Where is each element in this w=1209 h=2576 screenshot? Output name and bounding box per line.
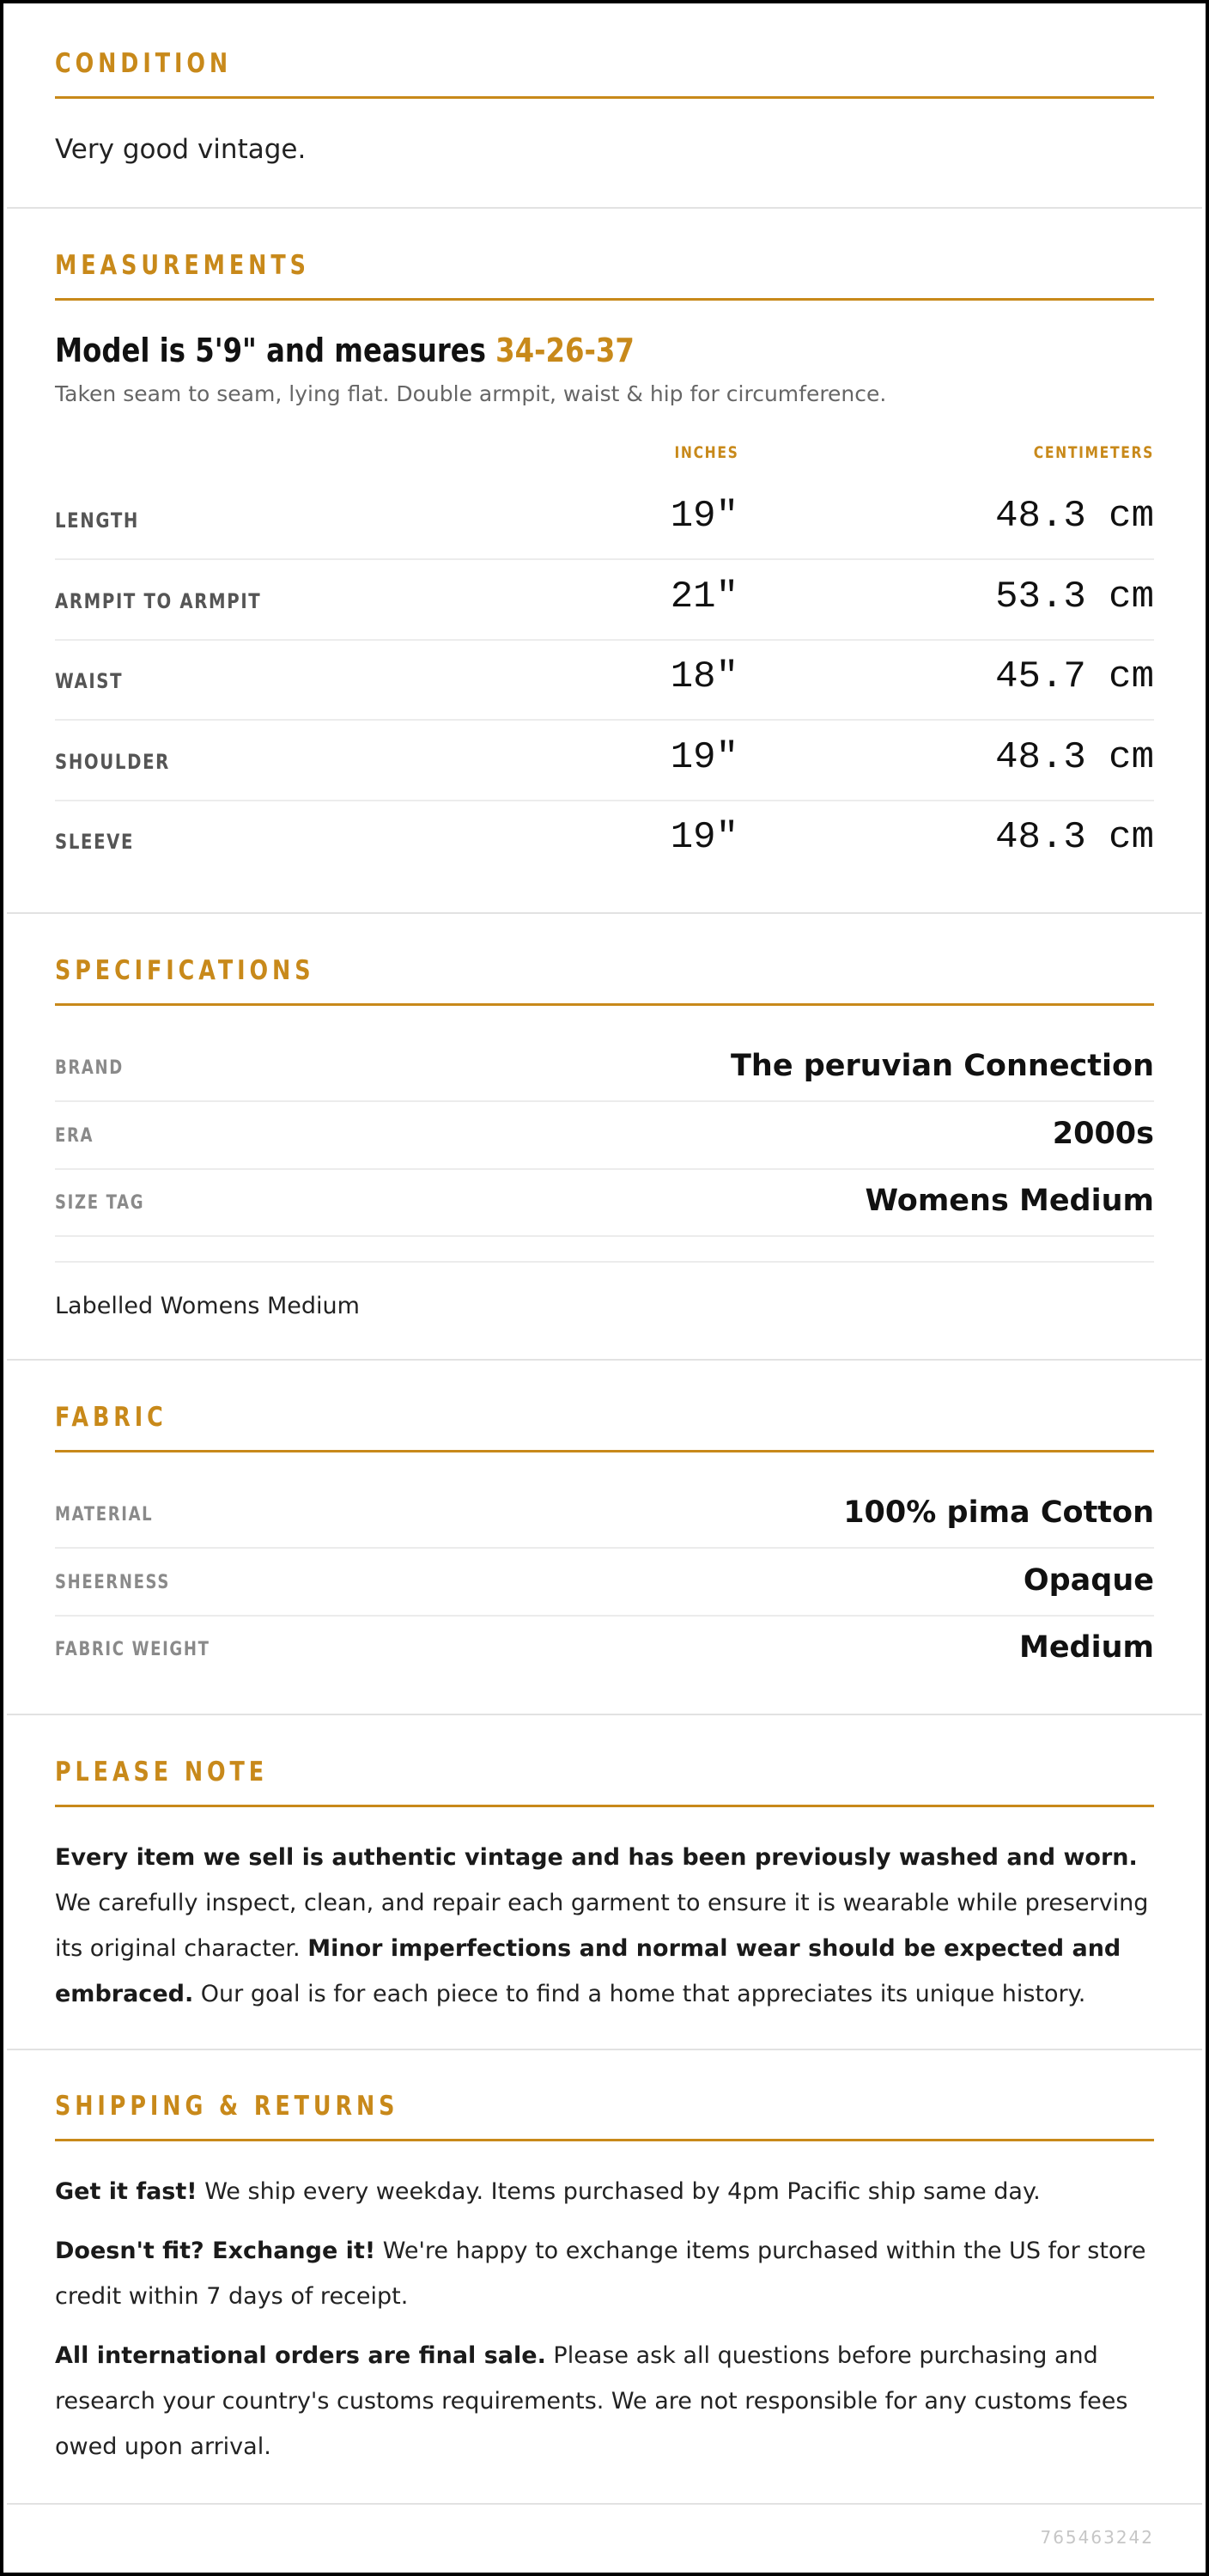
measurement-inches: 19" <box>670 735 738 779</box>
specifications-label: ERA <box>55 1124 94 1147</box>
note-text-1: We carefully inspect, clean, and repair each garment to ensure it is wearable while preserving its original character. <box>55 1890 1149 1962</box>
row-divider <box>55 1100 1154 1102</box>
row-divider <box>55 1261 1154 1263</box>
measurement-cm: 53.3 cm <box>995 575 1154 618</box>
note-text-2: Our goal is for each piece to find a home that appreciates its unique history. <box>193 1981 1086 2007</box>
fabric-label: SHEERNESS <box>55 1571 170 1593</box>
shipping-paragraph-2 <box>55 2228 1154 2319</box>
shipping-text-3: Please ask all questions before purchasing and research your country's customs requirements. We are not responsible for any customs fees owed upon arrival. <box>55 2342 1128 2460</box>
specifications-label: BRAND <box>55 1057 124 1079</box>
measurements-subtitle: Taken seam to seam, lying flat. Double armpit, waist & hip for circumference. <box>55 381 887 406</box>
specifications-title: SPECIFICATIONS <box>55 955 315 986</box>
note-bold-1: Every item we sell is authentic vintage and has been previously washed and worn. <box>55 1844 1138 1871</box>
section-divider <box>7 207 1202 209</box>
inches-column-header: INCHES <box>673 443 738 462</box>
measurement-cm: 48.3 cm <box>995 495 1154 538</box>
measurement-inches: 19" <box>670 495 738 538</box>
footer-id: 765463242 <box>1040 2527 1154 2548</box>
please-note-text <box>55 1835 1154 2017</box>
model-measures-value: 34-26-37 <box>495 332 635 369</box>
measurements-title: MEASUREMENTS <box>55 250 310 281</box>
section-divider <box>7 1714 1202 1715</box>
specifications-value: Womens Medium <box>865 1184 1154 1218</box>
model-prefix: Model is 5'9" and measures <box>55 332 496 369</box>
section-divider <box>7 2503 1202 2505</box>
row-divider <box>55 558 1154 560</box>
measurement-inches: 18" <box>670 655 738 698</box>
section-divider <box>7 1359 1202 1361</box>
shipping-text-2: We're happy to exchange items purchased within the US for store credit within 7 days of receipt. <box>55 2238 1146 2310</box>
row-divider <box>55 800 1154 801</box>
measurement-label: LENGTH <box>55 509 140 533</box>
shipping-rule <box>55 2139 1154 2141</box>
measurement-label: SHOULDER <box>55 749 170 774</box>
fabric-label: MATERIAL <box>55 1504 154 1526</box>
measurement-cm: 48.3 cm <box>995 735 1154 779</box>
size-note: Labelled Womens Medium <box>55 1293 360 1319</box>
measurement-label: SLEEVE <box>55 830 135 854</box>
shipping-bold-2: Doesn't fit? Exchange it! <box>55 2238 376 2264</box>
section-divider <box>7 912 1202 914</box>
condition-text: Very good vintage. <box>55 134 307 165</box>
fabric-value: 100% pima Cotton <box>843 1495 1154 1530</box>
cm-column-header: CENTIMETERS <box>1033 443 1154 462</box>
shipping-paragraph-1 <box>55 2169 1154 2214</box>
note-bold-2: Minor imperfections and normal wear should be expected and embraced. <box>55 1935 1121 2007</box>
specifications-rule <box>55 1003 1154 1006</box>
shipping-bold-1: Get it fast! <box>55 2178 197 2205</box>
measurement-cm: 45.7 cm <box>995 655 1154 698</box>
measurements-rule <box>55 298 1154 301</box>
condition-rule <box>55 96 1154 99</box>
shipping-bold-3: All international orders are final sale. <box>55 2342 546 2369</box>
condition-title: CONDITION <box>55 48 233 79</box>
measurement-label: ARMPIT TO ARMPIT <box>55 588 262 613</box>
row-divider <box>55 1235 1154 1237</box>
measurement-inches: 19" <box>670 816 738 859</box>
shipping-paragraph-3 <box>55 2333 1154 2469</box>
row-divider <box>55 639 1154 641</box>
measurement-label: WAIST <box>55 669 124 693</box>
section-divider <box>7 2049 1202 2050</box>
fabric-value: Opaque <box>1023 1562 1154 1598</box>
specifications-value: 2000s <box>1052 1116 1154 1151</box>
model-measures-heading <box>55 332 635 369</box>
row-divider <box>55 1168 1154 1170</box>
fabric-title: FABRIC <box>55 1402 167 1433</box>
shipping-text-1: We ship every weekday. Items purchased by 4pm Pacific ship same day. <box>197 2178 1041 2205</box>
specifications-value: The peruvian Connection <box>731 1049 1154 1083</box>
row-divider <box>55 719 1154 721</box>
shipping-title: SHIPPING & RETURNS <box>55 2091 399 2122</box>
fabric-label: FABRIC WEIGHT <box>55 1639 210 1660</box>
fabric-value: Medium <box>1018 1630 1154 1665</box>
specifications-label: SIZE TAG <box>55 1192 145 1214</box>
measurement-inches: 21" <box>670 575 738 618</box>
please-note-title: PLEASE NOTE <box>55 1757 269 1787</box>
please-note-rule <box>55 1805 1154 1807</box>
fabric-rule <box>55 1450 1154 1452</box>
row-divider <box>55 1615 1154 1617</box>
measurement-cm: 48.3 cm <box>995 816 1154 859</box>
row-divider <box>55 1547 1154 1549</box>
